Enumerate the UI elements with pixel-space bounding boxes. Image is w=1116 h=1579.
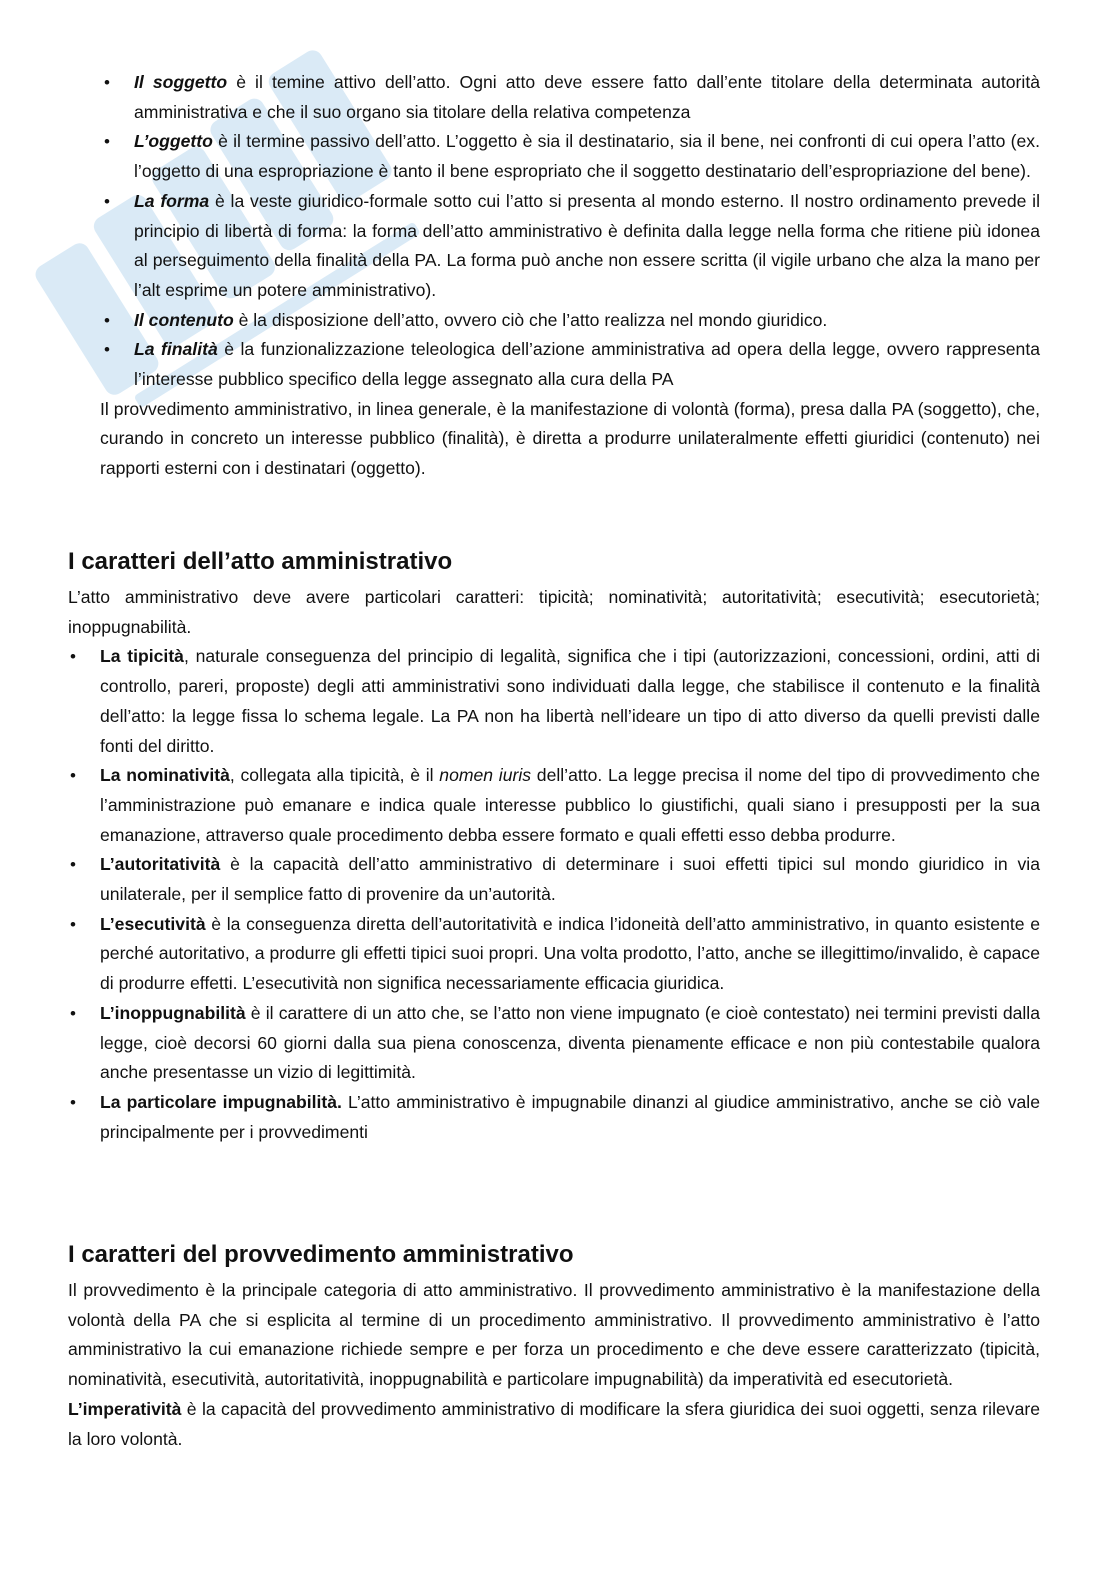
list-text: dell’atto. La legge precisa il nome del tipo di provvedimento che l’amministrazione può emanare e indica quale interesse pubblico lo giustifichi, quali siano i presupposti per la sua emanazione, attraverso quale procedimento debba essere formato e quali effetti esso debba produrre.	[100, 765, 1040, 845]
list-text: , naturale conseguenza del principio di legalità, significa che i tipi (autorizzazioni, concessioni, ordini, atti di controllo, pareri, proposte) degli atti amministrativi sono individuati dalla legge, che stabilisce il contenuto e la finalità dell’atto: la legge fissa lo schema legale. La PA non ha libertà nell’ideare un tipo di atto diverso da quelli previsti dalle fonti del diritto.	[100, 646, 1040, 756]
list-term: Il soggetto	[134, 72, 228, 92]
list-term: La tipicità	[100, 646, 184, 667]
list-term: Il contenuto	[134, 309, 234, 330]
section-provvedimento-body	[68, 1276, 1040, 1454]
list-item	[68, 335, 1040, 394]
list-text: è la conseguenza diretta dell’autoritatività e indica l’idoneità dell’atto amministrativo, in quanto esistente e perché autoritativo, a produrre gli effetti tipici suoi propri. Una volta prodotto, l’atto, anche se illegittimo/invalido, è capace di produrre effetti. L’esecutività non significa necessariamente efficacia giuridica.	[100, 913, 1040, 994]
list-term: La finalità	[134, 339, 218, 360]
list-text: L’atto amministrativo è impugnabile dinanzi al giudice amministrativo, anche se ciò vale principalmente per i provvedimenti	[100, 1091, 1040, 1142]
list-item	[68, 999, 1040, 1088]
section-provvedimento-paragraph: Il provvedimento è la principale categoria di atto amministrativo. Il provvedimento amministrativo è la manifestazione della volontà della PA che si esplicita al termine di un procedimento amministrativo. Il provvedimento amministrativo è l’atto amministrativo la cui emanazione richiede sempre e per forza un procedimento e che deve essere caratterizzato (tipicità, nominatività, esecutività, autoritatività, inoppugnabilità e particolare impugnabilità) da imperatività ed esecutorietà.	[68, 1280, 1040, 1390]
list-item	[68, 127, 1040, 186]
list-item	[68, 306, 1040, 336]
list-text: è la disposizione dell’atto, ovvero ciò che l’atto realizza nel mondo giuridico.	[233, 309, 828, 330]
imperativita-paragraph	[68, 1395, 1040, 1454]
list-term: L’autoritatività	[100, 854, 221, 875]
imperativita-term: L’imperatività	[68, 1398, 182, 1419]
elements-list	[68, 68, 1040, 395]
intro-paragraph: Il provvedimento amministrativo, in linea generale, è la manifestazione di volontà (forma), presa dalla PA (soggetto), che, curando in concreto un interesse pubblico (finalità), è diretta a produrre unilateralmente effetti giuridici (contenuto) nei rapporti esterni con i destinatari (oggetto).	[100, 398, 1040, 479]
imperativita-text: è la capacità del provvedimento amministrativo di modificare la sfera giuridica dei suoi oggetti, senza rilevare la loro volontà.	[68, 1398, 1040, 1449]
section-title-provvedimento: I caratteri del provvedimento amministrativo	[68, 1241, 574, 1268]
list-italic-term: nomen iuris	[439, 765, 532, 786]
list-item	[68, 642, 1040, 761]
list-text: è il termine passivo dell’atto. L’oggetto è sia il destinatario, sia il bene, nei confronti di cui opera l’atto (ex. l’oggetto di una espropriazione è tanto il bene espropriato che il soggetto destinatario dell’espropriazione del bene).	[134, 131, 1040, 182]
list-term: L’esecutività	[100, 913, 206, 934]
list-term: La forma	[134, 190, 210, 211]
list-term: La nominatività	[100, 765, 230, 786]
list-text: è la veste giuridico-formale sotto cui l’atto si presenta al mondo esterno. Il nostro ordinamento prevede il principio di libertà di forma: la forma dell’atto amministrativo è definita dalla legge nella forma che ritiene più idonea al perseguimento della finalità della PA. La forma può anche non essere scritta (il vigile urbano che alza la mano per l’alt esprime un potere amministrativo).	[134, 190, 1040, 300]
list-item	[68, 187, 1040, 306]
list-text: è la funzionalizzazione teleologica dell’azione amministrativa ad opera della legge, ovvero rappresenta l’interesse pubblico specifico della legge assegnato alla cura della PA	[134, 339, 1040, 390]
list-term: L’inoppugnabilità	[100, 1002, 246, 1023]
list-item	[68, 68, 1040, 127]
list-text: è il temine attivo dell’atto. Ogni atto deve essere fatto dall’ente titolare della determinata autorità amministrativa e che il suo organo sia titolare della relativa competenza	[134, 72, 1040, 122]
list-text: è il carattere di un atto che, se l’atto non viene impugnato (e cioè contestato) nei termini previsti dalla legge, cioè decorsi 60 giorni dalla sua piena conoscenza, diventa pienamente efficace e non più contestabile qualora anche presentasse un vizio di legittimità.	[100, 1002, 1040, 1083]
list-item	[68, 761, 1040, 850]
list-text: è la capacità dell’atto amministrativo di determinare i suoi effetti tipici sul mondo giuridico in via unilaterale, per il semplice fatto di provenire da un’autorità.	[100, 854, 1040, 905]
section-atto-intro: L’atto amministrativo deve avere particolari caratteri: tipicità; nominatività; autoritatività; esecutività; esecutorietà; inoppugnabilità.	[68, 587, 1040, 637]
list-term: La particolare impugnabilità.	[100, 1091, 342, 1112]
section-atto-body	[68, 583, 1040, 1147]
list-item	[68, 1088, 1040, 1147]
list-item	[68, 910, 1040, 999]
list-item	[68, 850, 1040, 909]
elements-list-block	[68, 68, 1040, 484]
list-text: , collegata alla tipicità, è il	[229, 765, 440, 786]
section-title-atto: I caratteri dell’atto amministrativo	[68, 548, 453, 575]
list-term: L’oggetto	[134, 131, 213, 152]
caratteri-list	[68, 642, 1040, 1147]
